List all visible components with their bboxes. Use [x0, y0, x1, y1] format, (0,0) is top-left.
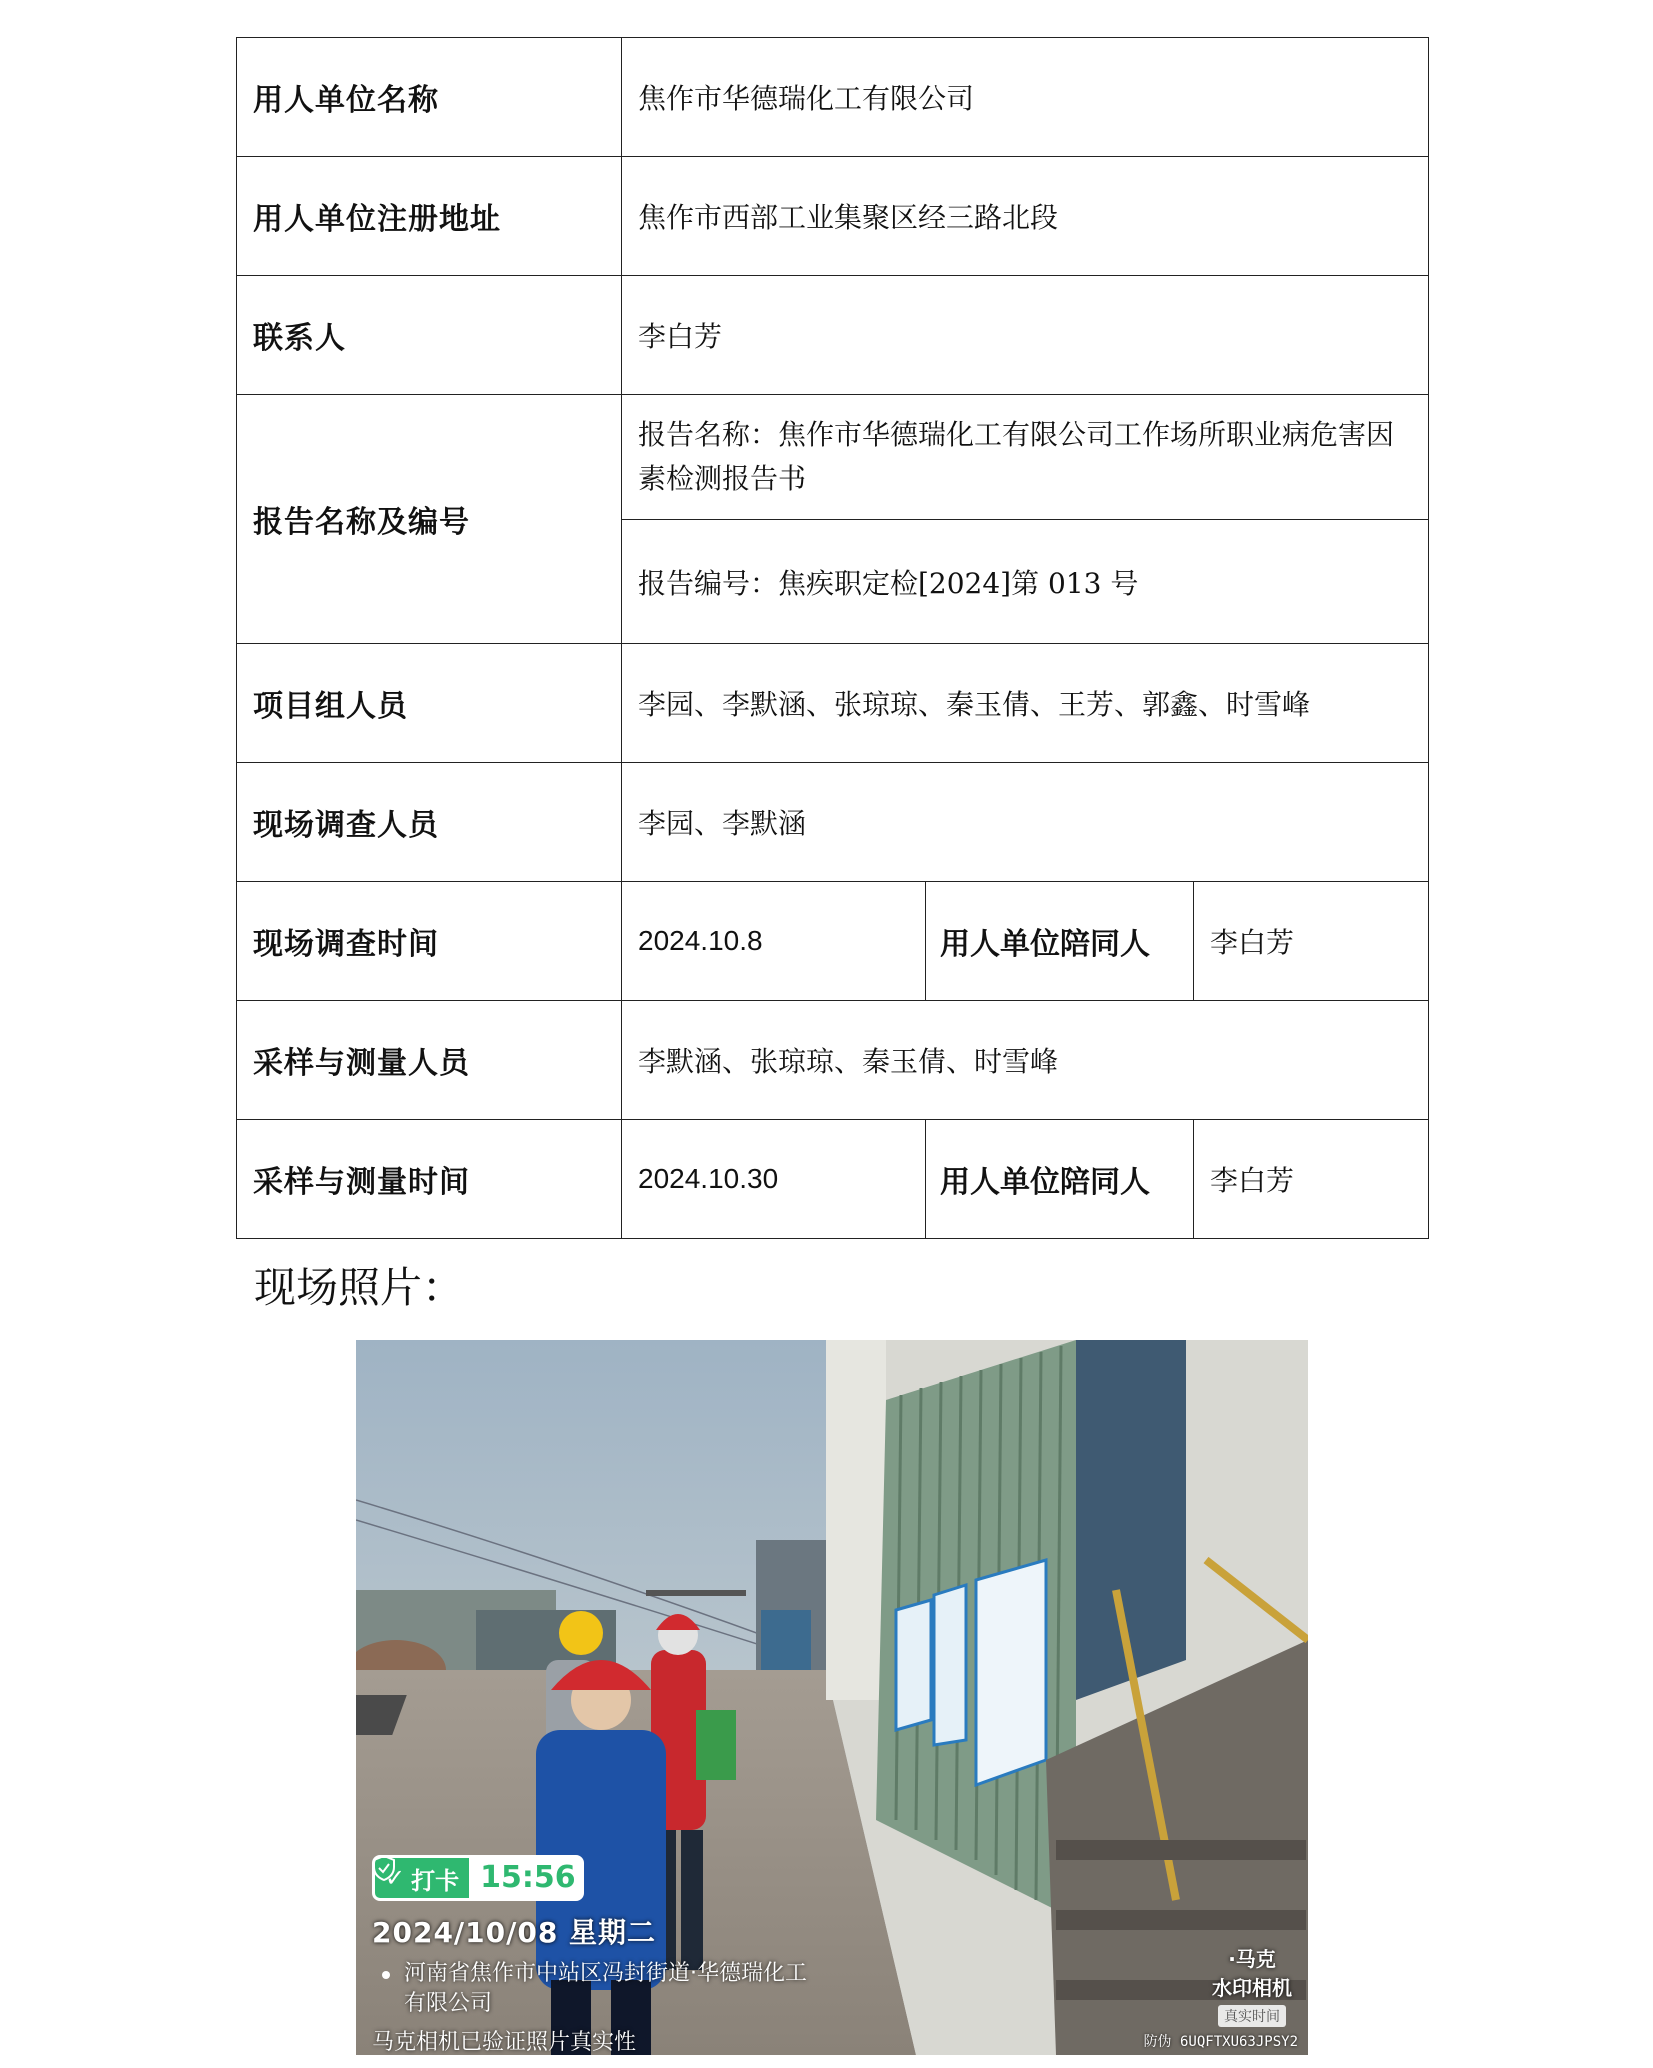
survey-staff: 李园、李默涵	[622, 763, 1429, 882]
watermark-stamp	[372, 1855, 812, 2055]
sampling-time: 2024.10.30	[622, 1120, 926, 1239]
check-icon: ✓	[385, 1864, 406, 1892]
stamp-time: 15:56	[472, 1855, 584, 1901]
brand-badge: 真实时间	[1218, 2005, 1286, 2027]
survey-escort-label: 用人单位陪同人	[926, 882, 1194, 1001]
checkin-label: 打卡	[411, 1866, 460, 1895]
sampling-staff: 李默涵、张琼琼、秦玉倩、时雪峰	[622, 1001, 1429, 1120]
stamp-verify	[372, 2025, 812, 2055]
survey-staff-label: 现场调查人员	[237, 763, 622, 882]
survey-time-label: 现场调查时间	[237, 882, 622, 1001]
watermark-brand	[1212, 1943, 1292, 2027]
anti-fake-code: 防伪 6UQFTXU63JPSY2	[1143, 2034, 1298, 2050]
info-table	[236, 37, 1429, 1239]
contact-label: 联系人	[237, 276, 622, 395]
sampling-time-label: 采样与测量时间	[237, 1120, 622, 1239]
team-members: 李园、李默涵、张琼琼、秦玉倩、王芳、郭鑫、时雪峰	[622, 644, 1429, 763]
contact-value: 李白芳	[622, 276, 1429, 395]
site-photo	[356, 1340, 1308, 2055]
location-dot-icon	[382, 1971, 390, 1979]
stamp-address	[372, 1959, 812, 2019]
employer-address: 焦作市西部工业集聚区经三路北段	[622, 157, 1429, 276]
survey-time: 2024.10.8	[622, 882, 926, 1001]
sampling-staff-label: 采样与测量人员	[237, 1001, 622, 1120]
report-label: 报告名称及编号	[237, 395, 622, 644]
employer-address-label: 用人单位注册地址	[237, 157, 622, 276]
employer-name-label: 用人单位名称	[237, 38, 622, 157]
shield-check-icon	[372, 1855, 396, 1881]
survey-escort: 李白芳	[1194, 882, 1429, 1001]
photos-title: 现场照片：	[254, 1263, 465, 1312]
brand-line1: ·马克	[1228, 1947, 1276, 1971]
stamp-date: 2024/10/08 星期二	[372, 1916, 657, 1949]
team-label: 项目组人员	[237, 644, 622, 763]
sampling-escort-label: 用人单位陪同人	[926, 1120, 1194, 1239]
stamp-verify-text: 马克相机已验证照片真实性	[372, 2030, 637, 2055]
employer-name: 焦作市华德瑞化工有限公司	[622, 38, 1429, 157]
sampling-escort: 李白芳	[1194, 1120, 1429, 1239]
brand-line2: 水印相机	[1212, 1976, 1292, 2000]
report-name: 报告名称：焦作市华德瑞化工有限公司工作场所职业病危害因素检测报告书	[622, 395, 1429, 520]
report-number: 报告编号：焦疾职定检[2024]第 013 号	[622, 520, 1429, 644]
stamp-address-text: 河南省焦作市中站区冯封街道·华德瑞化工有限公司	[404, 1961, 807, 2016]
